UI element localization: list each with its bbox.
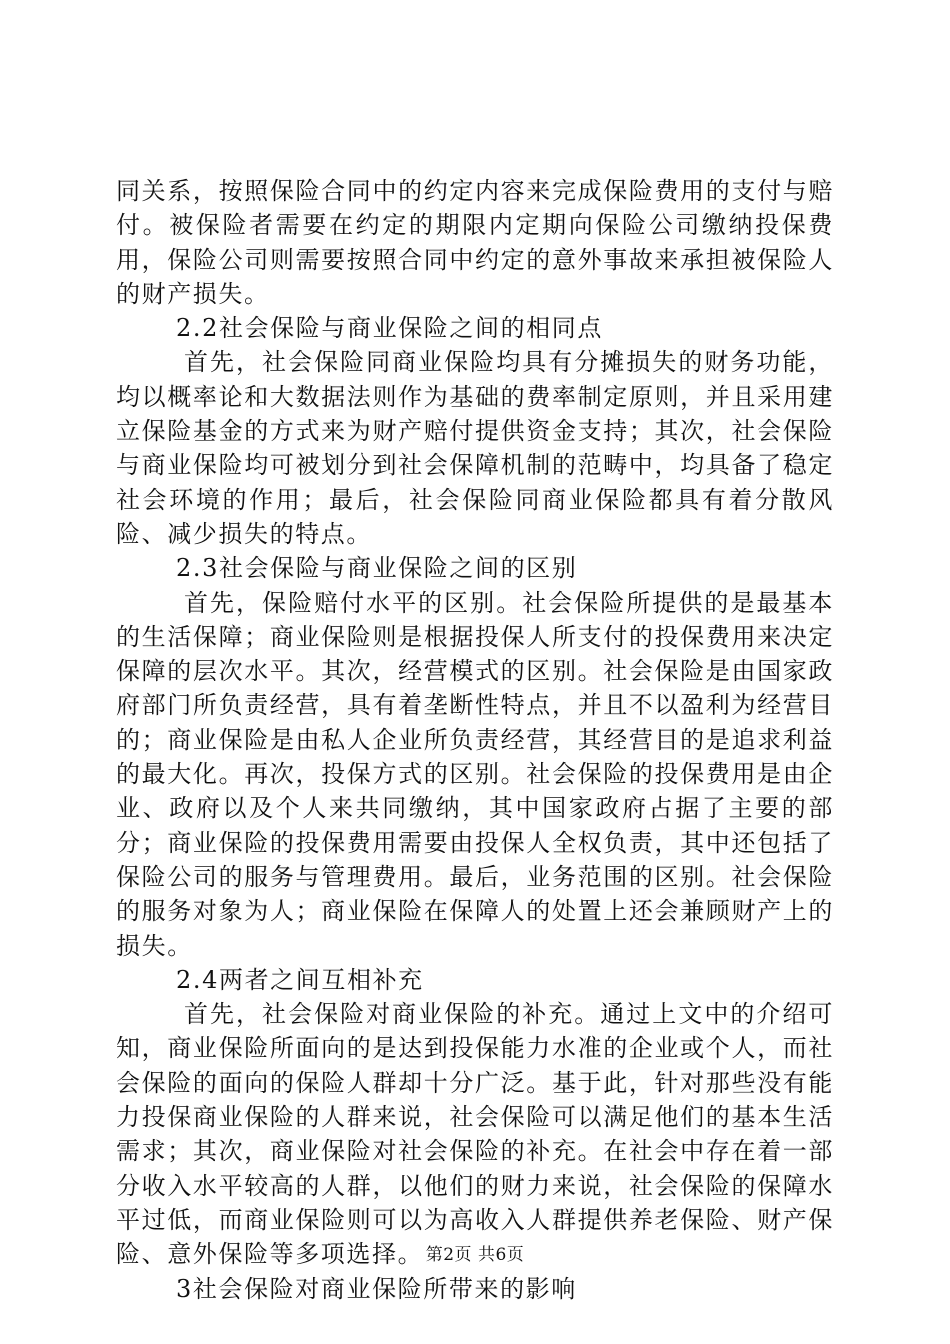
paragraph-similarities: 首先，社会保险同商业保险均具有分摊损失的财务功能，均以概率论和大数据法则作为基础的费率制定原则，并且采用建立保险基金的方式来为财产赔付提供资金支持；其次，社会保险与商业保险均可被划分到社会保障机制的范畴中，均具备了稳定社会环境的作用；最后，社会保险同商业保险都具有着分散风险、减少损失的特点。 bbox=[116, 348, 834, 548]
page-footer bbox=[0, 1240, 950, 1265]
section-heading-3: 3社会保险对商业保险所带来的影响 bbox=[176, 1274, 577, 1303]
document-body bbox=[116, 174, 834, 1306]
section-heading-2-2: 2.2社会保险与商业保险之间的相同点 bbox=[176, 314, 603, 343]
paragraph-complement: 首先，社会保险对商业保险的补充。通过上文中的介绍可知，商业保险所面向的是达到投保能力水准的企业或个人，而社会保险的面向的保险人群却十分广泛。基于此，针对那些没有能力投保商业保险的人群来说，社会保险可以满足他们的基本生活需求；其次，商业保险对社会保险的补充。在社会中存在着一部分收入水平较高的人群，以他们的财力来说，社会保险的保障水平过低，而商业保险则可以为高收入人群提供养老保险、财产保险、意外保险等多项选择。 bbox=[116, 1000, 834, 1269]
section-heading-2-3: 2.3社会保险与商业保险之间的区别 bbox=[176, 554, 578, 583]
paragraph-contract-relationship: 同关系，按照保险合同中的约定内容来完成保险费用的支付与赔付。被保险者需要在约定的期限内定期向保险公司缴纳投保费用，保险公司则需要按照合同中约定的意外事故来承担被保险人的财产损失。 bbox=[116, 177, 834, 308]
page-number-label: 第2页 共6页 bbox=[425, 1245, 525, 1265]
paragraph-differences: 首先，保险赔付水平的区别。社会保险所提供的是最基本的生活保障；商业保险则是根据投保人所支付的投保费用来决定保障的层次水平。其次，经营模式的区别。社会保险是由国家政府部门所负责经营，具有着垄断性特点，并且不以盈利为经营目的；商业保险是由私人企业所负责经营，其经营目的是追求利益的最大化。再次，投保方式的区别。社会保险的投保费用是由企业、政府以及个人来共同缴纳，其中国家政府占据了主要的部分；商业保险的投保费用需要由投保人全权负责，其中还包括了保险公司的服务与管理费用。最后，业务范围的区别。社会保险的服务对象为人；商业保险在保障人的处置上还会兼顾财产上的损失。 bbox=[116, 588, 834, 960]
section-heading-2-4: 2.4两者之间互相补充 bbox=[176, 965, 424, 994]
